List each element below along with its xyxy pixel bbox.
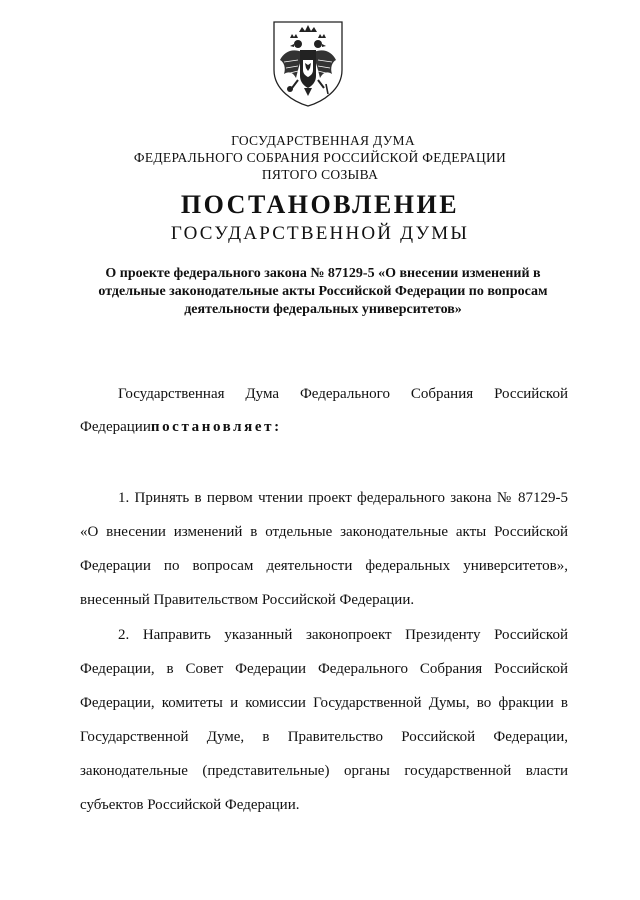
subject-line: О проекте федерального закона № 87129-5 «О внесении изменений в (105, 266, 541, 281)
document-type-title: ПОСТАНОВЛЕНИЕ (180, 190, 460, 219)
preamble-prefix: Федерации (80, 419, 151, 435)
org-line-3: ПЯТОГО СОЗЫВА (261, 167, 379, 182)
clause-2-line: Федерации, в Совет Федерации Федерального Собрания Российской (80, 661, 568, 677)
clause-1-line: внесенный Правительством Российской Федерации. (80, 592, 415, 608)
clause-1-line: «О внесении изменений в отдельные законодательные акты Российской (80, 524, 568, 540)
clause-2-line: Государственной Думе, в Правительство Российской Федерации, (80, 729, 568, 745)
document-issuer: ГОСУДАРСТВЕННОЙ ДУМЫ (170, 223, 470, 244)
document-subject (78, 265, 568, 319)
clause-2-line: 2. Направить указанный законопроект Президенту Российской (118, 627, 568, 643)
org-line-2: ФЕДЕРАЛЬНОГО СОБРАНИЯ РОССИЙСКОЙ ФЕДЕРАЦИИ (133, 150, 507, 165)
subject-line: отдельные законодательные акты Российской Федерации по вопросам (98, 284, 548, 299)
preamble-line: Государственная Дума Федерального Собрания Российской (118, 386, 568, 402)
clause-2-line: Федерации, комитеты и комиссии Государственной Думы, во фракции в (80, 695, 568, 711)
clause-1-line: Федерации по вопросам деятельности федеральных университетов», (80, 558, 568, 574)
clause-2-line: законодательные (представительные) органы государственной власти (80, 763, 568, 779)
coat-of-arms-icon (270, 18, 346, 108)
decree-verb: постановляет: (150, 419, 282, 435)
clause-2-line: субъектов Российской Федерации. (80, 797, 300, 813)
org-line-1: ГОСУДАРСТВЕННАЯ ДУМА (231, 133, 415, 148)
preamble-line (80, 417, 568, 437)
clause-1-line: 1. Принять в первом чтении проект федерального закона № 87129-5 (118, 490, 568, 506)
subject-line: деятельности федеральных университетов» (184, 302, 462, 317)
